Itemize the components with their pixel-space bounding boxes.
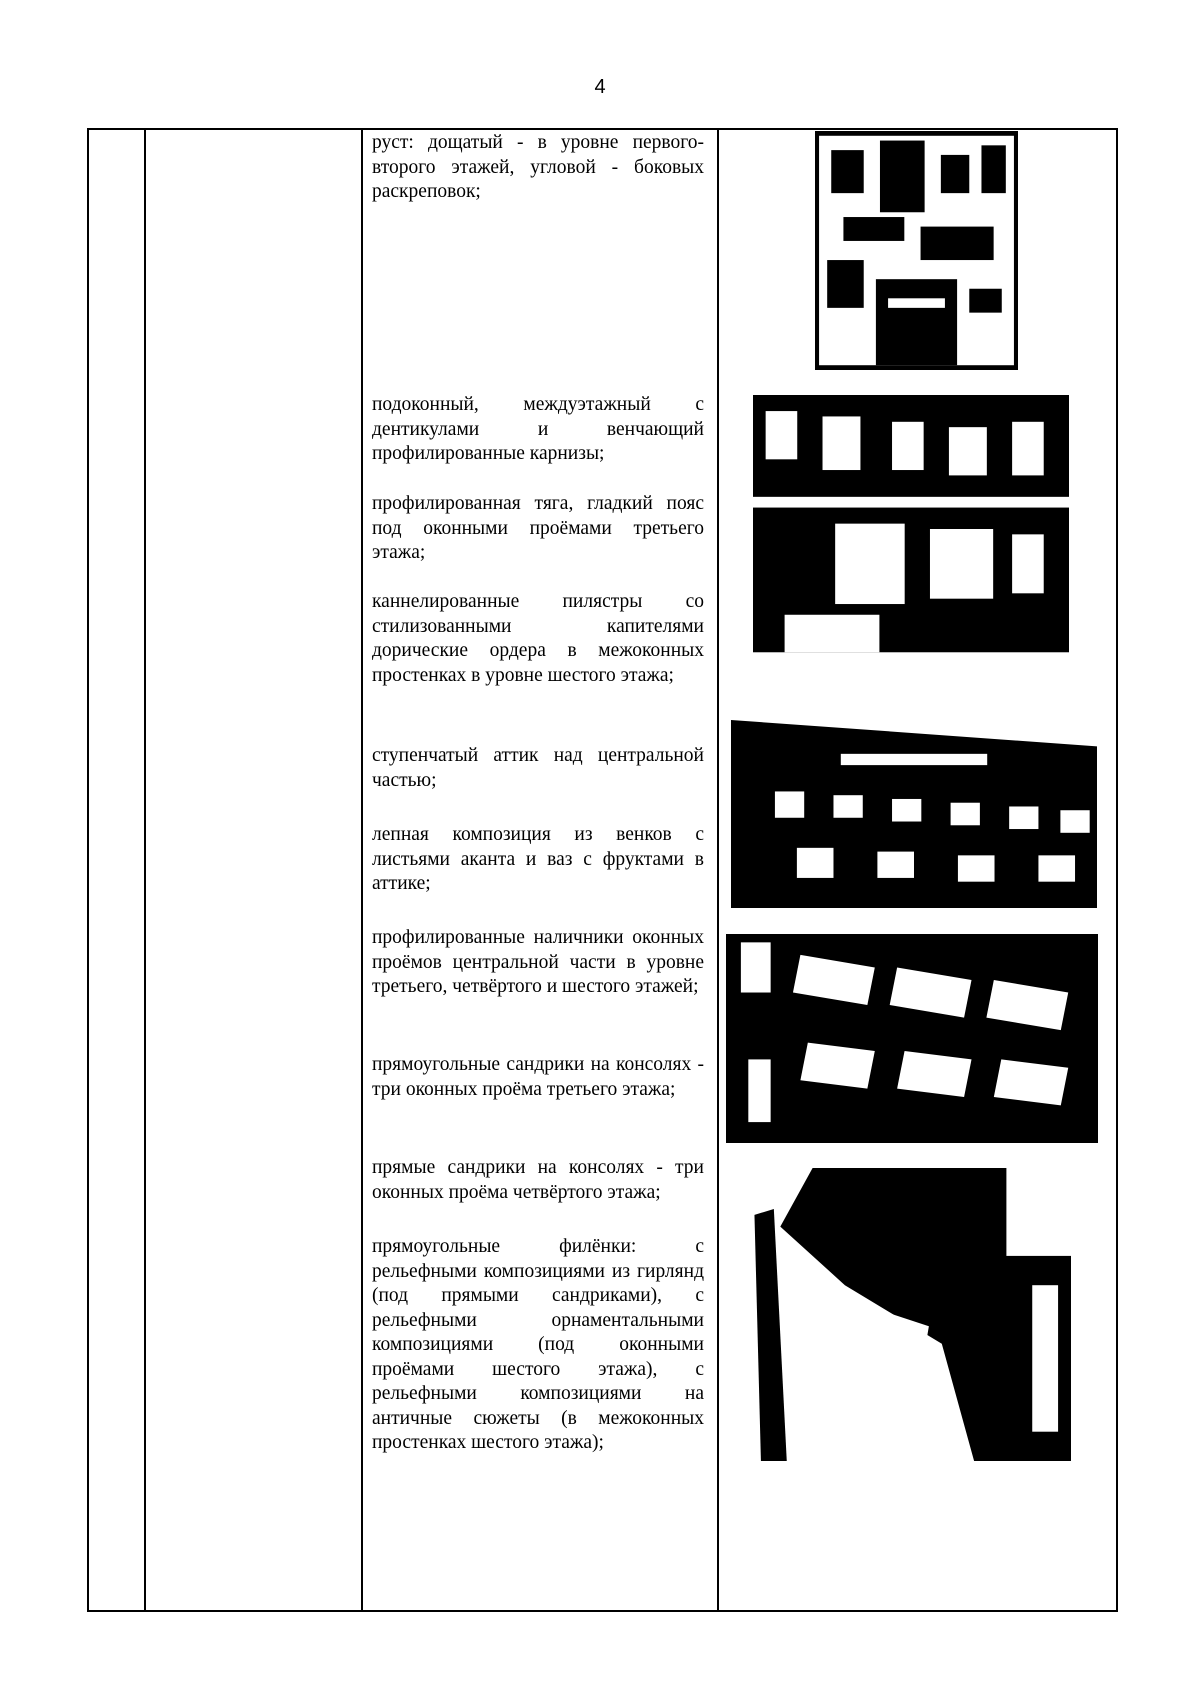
facade-photo-attic [731,720,1097,908]
paragraph-stucco: лепная композиция из венков с листьями аканта и ваз с фруктами в аттике; [372,824,704,894]
column-divider [717,130,719,1610]
facade-photo-cornices [753,395,1069,663]
paragraph-casings: профилированные наличники оконных проёмов центральной части в уровне третьего, четвёртого и шестого этажей; [372,927,704,997]
paragraph-rust: руст: дощатый - в уровне первого-второго этажей, угловой - боковых раскреповок; [372,132,704,202]
facade-photo-panels [748,1168,1071,1461]
paragraph-cornices: подоконный, междуэтажный с дентикулами и венчающий профилированные карнизы; [372,394,704,464]
column-divider [144,130,146,1610]
paragraph-sandriks-4: прямые сандрики на консолях - три оконных проёма четвёртого этажа; [372,1157,704,1203]
paragraph-attic: ступенчатый аттик над центральной частью; [372,745,704,791]
paragraph-sandriks-3: прямоугольные сандрики на консолях - три оконных проёма третьего этажа; [372,1054,704,1100]
column-divider [361,130,363,1610]
facade-photo-rust [815,131,1018,370]
facade-photo-casings [726,934,1098,1143]
page-number: 4 [594,76,606,98]
paragraph-belt: профилированная тяга, гладкий пояс под оконными проёмами третьего этажа; [372,493,704,563]
paragraph-panels: прямоугольные филёнки: с рельефными композициями из гирлянд (под прямыми сандриками), с рельефными орнаментальными композициями (под оконными проёмами шестого этажа), с рельефными композициями на античные сюжеты (в межоконных простенках шестого этажа); [372,1236,704,1453]
paragraph-pilasters: каннелированные пилястры со стилизованными капителями дорические ордера в межоконных простенках в уровне шестого этажа; [372,591,704,686]
